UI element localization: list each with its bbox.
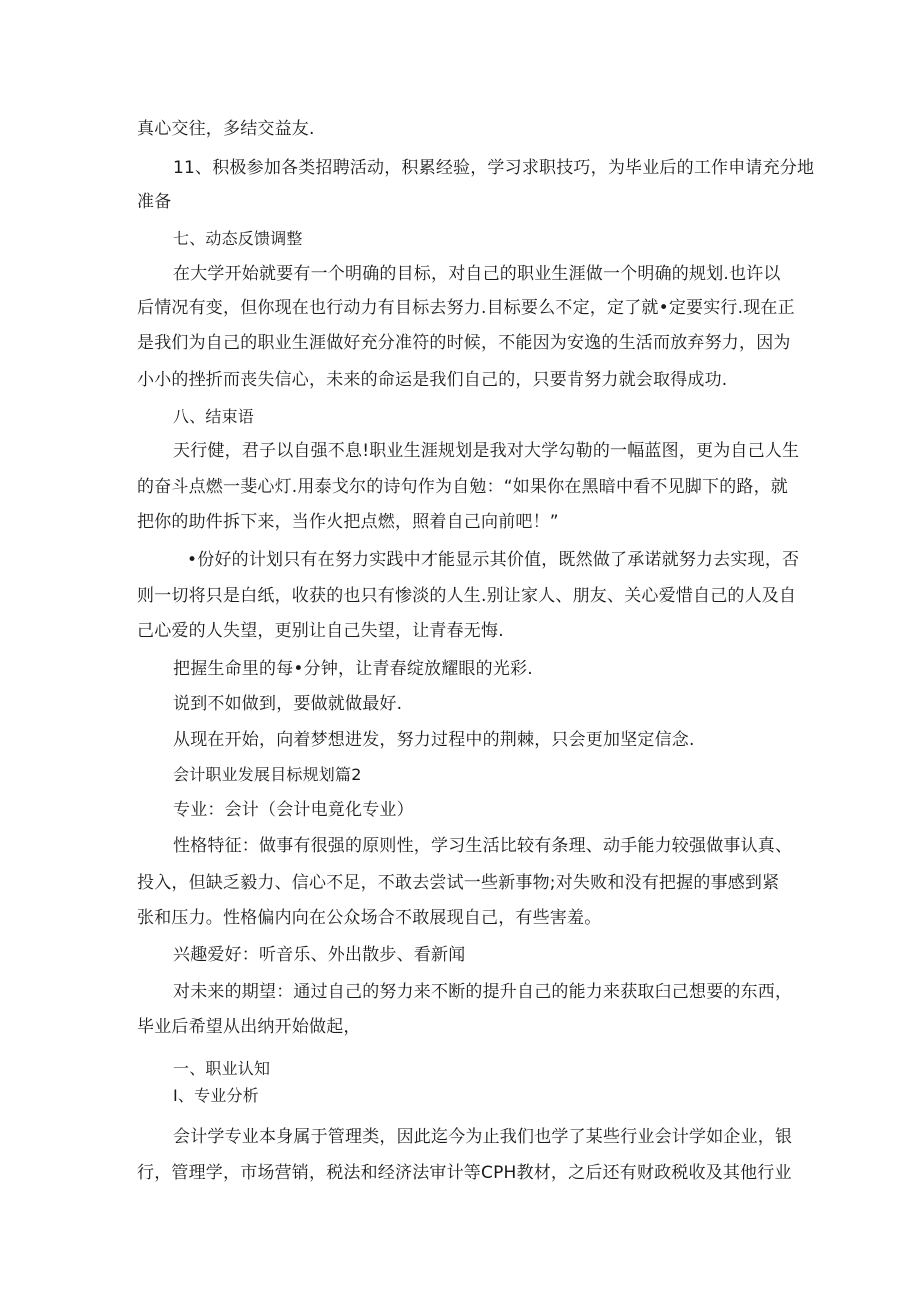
text-line: 在大学开始就要有一个明确的目标，对自己的职业生涯做一个明确的规划.也许以 xyxy=(173,264,781,284)
section-heading: 一、职业认知 xyxy=(173,1059,271,1078)
text-line: 是我们为自己的职业生涯做好充分准符的时候，不能因为安逸的生活而放弃努力，因为 xyxy=(137,333,791,353)
text-line: •份好的计划只有在努力实践中才能显示其价值，既然做了承诺就努力去实现，否 xyxy=(187,550,800,570)
text-line: 己心爱的人失望，更别让自己失望，让青春无悔. xyxy=(137,621,504,641)
text-line: 会计学专业本身属于管理类，因此迄今为止我们也学了某些行业会计学如企业，银 xyxy=(173,1127,793,1147)
text-line: 真心交往，多结交益友. xyxy=(137,119,315,139)
text-line: 天行健，君子以自强不息!职业生涯规划是我对大学勾勒的一幅蓝图，更为自己人生 xyxy=(173,441,800,461)
text-line: 性格特征：做事有很强的原则性，学习生活比较有条理、动手能力较强做事认真、 xyxy=(173,836,793,856)
section-heading: 八、结束语 xyxy=(173,407,255,426)
text-line: 11、积极参加各类招聘活动，积累经验，学习求职技巧，为毕业后的工作申请充分地 xyxy=(173,158,815,178)
text-line: 准备 xyxy=(137,192,172,212)
section-heading: 七、动态反馈调整 xyxy=(173,229,303,248)
text-line: 说到不如做到，要做就做最好. xyxy=(173,694,403,714)
article-title: 会计职业发展目标规划篇2 xyxy=(173,765,362,784)
text-line: 从现在开始，向着梦想进发，努力过程中的荆棘，只会更加坚定信念. xyxy=(173,730,695,750)
text-line: 把你的助件拆下来，当作火把点燃，照着自己向前吧！” xyxy=(137,512,559,532)
text-line: 毕业后希望从出纳开始做起， xyxy=(137,1017,361,1037)
text-line: 把握生命里的每•分钟，让青春绽放耀眼的光彩. xyxy=(173,659,533,679)
text-line: 专业：会计（会计电竟化专业） xyxy=(173,800,414,820)
text-line: 兴趣爱好：听音乐、外出散步、看新闻 xyxy=(173,945,466,965)
subsection-heading: I、专业分析 xyxy=(173,1086,259,1105)
text-line: 行，管理学，市场营销，税法和经济法审计等CPH教材，之后还有财政税收及其他行业 xyxy=(137,1163,792,1183)
text-line: 小小的挫折而丧失信心，未来的命运是我们自己的，只要肯努力就会取得成功. xyxy=(137,370,728,390)
text-line: 投入，但缺乏毅力、信心不足，不敢去尝试一些新事物;对失败和没有把握的事感到紧 xyxy=(137,873,780,893)
text-line: 张和压力。性格偏内向在公众场合不敢展现自己，有些害羞。 xyxy=(137,908,602,928)
text-line: 后情况有变，但你现在也行动力有目标去努力.目标要么不定，定了就•定要实行.现在正 xyxy=(137,298,795,318)
text-line: 则一切将只是白纸，收获的也只有惨淡的人生.别让家人、朋友、关心爱惜自己的人及自 xyxy=(137,586,797,606)
text-line: 的奋斗点燃一斐心灯.用泰戈尔的诗句作为自勉：“如果你在黑暗中看不见脚下的路，就 xyxy=(137,477,789,497)
text-line: 对未来的期望：通过自己的努力来不断的提升自己的能力来获取臼己想要的东西， xyxy=(173,982,793,1002)
